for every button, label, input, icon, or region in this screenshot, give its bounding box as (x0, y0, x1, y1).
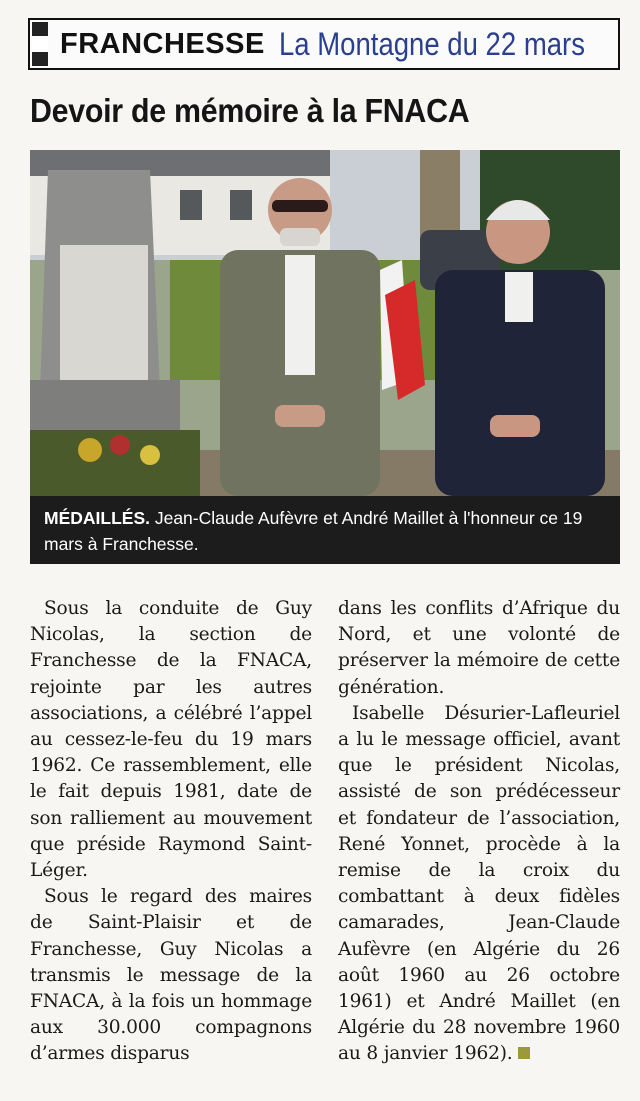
article-paragraph: dans les conflits d’Afrique du Nord, et une volonté de préserver la mémoire de cette génération. (338, 598, 620, 698)
article-paragraph: Sous le regard des maires de Saint-Plaisir et de Franchesse, Guy Nicolas a transmis le message de la FNACA, à la fois un hommage aux 30.000 compagnons d’armes disparus (30, 886, 312, 1065)
article-headline: Devoir de mémoire à la FNACA (30, 92, 470, 129)
section-header (28, 18, 620, 70)
photo-caption (30, 496, 620, 564)
article-paragraph: Sous la conduite de Guy Nicolas, la section de Franchesse de la FNACA, rejointe par les autres associations, a célébré l’appel au cessez-le-feu du 19 mars 1962. Ce rassemblement, elle le fait depuis 1981, date de son ralliement au mouvement que préside Raymond Saint-Léger. (30, 598, 312, 882)
article-photo (30, 150, 620, 496)
article-column-right (338, 596, 620, 1068)
article-paragraph-final (338, 701, 620, 1068)
article-paragraph-text: Isabelle Désurier-Lafleuriel a lu le message officiel, avant que le président Nicolas, assisté de son prédécesseur et fondateur de l’association, René Yonnet, procède à la remise de la croix du combattant à deux fidèles camarades, Jean-Claude Aufèvre (en Algérie du 26 août 1960 au 26 octobre 1961) et André Maillet (en Algérie du 28 novembre 1960 au 8 janvier 1962). (338, 702, 620, 1065)
section-square-icon (32, 22, 48, 66)
section-name: FRANCHESSE (60, 27, 265, 60)
end-mark-icon (518, 1047, 530, 1059)
caption-text: Jean-Claude Aufèvre et André Maillet à l'honneur ce 19 mars à Franchesse. (44, 508, 583, 554)
source-label: La Montagne du 22 mars (278, 25, 585, 62)
article-column-left (30, 596, 312, 1068)
caption-lead: MÉDAILLÉS. (44, 508, 150, 528)
